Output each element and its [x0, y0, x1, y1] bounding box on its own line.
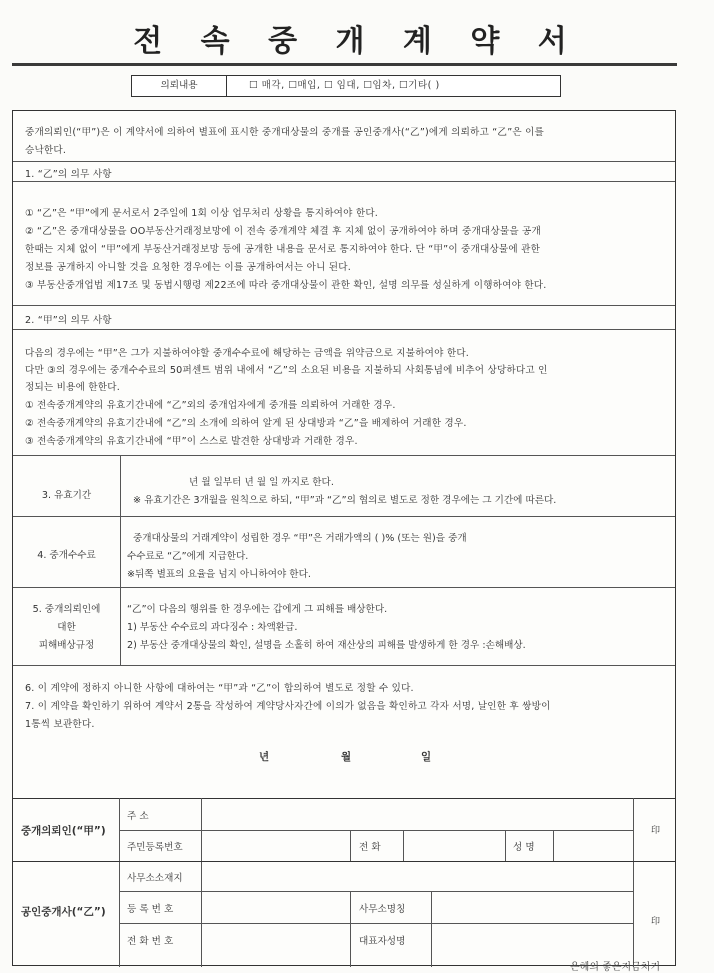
clause-6: 6. 이 계약에 정하지 아니한 사항에 대하여는 “甲”과 “乙”이 합의하여 별도로 정할 수 있다.: [25, 683, 414, 694]
client-address-label: 주 소: [127, 811, 149, 822]
section2-line: ① 전속중개계약의 유효기간내에 “乙”외의 중개업자에게 중개를 의뢰하여 거래한 경우.: [25, 400, 396, 411]
section2-line: 다만 ③의 경우에는 중개수수료의 50퍼센트 범위 내에서 “乙”의 소요된 비용을 지불하되 사회통념에 비추어 상당하다고 인: [25, 365, 548, 376]
title-rule: [12, 63, 677, 66]
section1-line: ③ 부동산중개업법 제17조 및 동법시행령 제22조에 따라 중개대상물이 관한 확인, 설명 의무를 성실하게 이행하여야 한다.: [25, 280, 547, 291]
section2-line: ② 전속중개계약의 유효기간내에 “乙”의 소개에 의하여 알게 된 상대방과 “乙”을 배제하여 거래한 경우.: [25, 418, 467, 429]
broker-label: 공인중개사(“乙”): [21, 906, 106, 918]
client-address-field[interactable]: [209, 805, 627, 825]
divider: [13, 516, 675, 517]
commission-label: 4. 중개수수료: [37, 550, 96, 561]
damage-line: 1) 부동산 수수료의 과다징수 : 차액환급.: [127, 622, 298, 633]
damage-label-1: 5. 중개의뢰인에: [32, 604, 101, 615]
date-month[interactable]: 월: [341, 751, 352, 763]
section1-line: 정보를 공개하지 아니할 것을 요청한 경우에는 이를 공개하여서는 아니 된다.: [25, 262, 351, 273]
divider: [119, 891, 633, 892]
intro-line-2: 승낙한다.: [25, 145, 67, 156]
damage-line: “乙”이 다음의 행위를 한 경우에는 갑에게 그 피해를 배상한다.: [127, 604, 388, 615]
section2-line: 정되는 비용에 한한다.: [25, 382, 120, 393]
divider: [13, 329, 675, 330]
commission-line[interactable]: 중개대상물의 거래계약이 성립한 경우 “甲”은 거래가액의 ( )% (또는 원)을 중개: [133, 533, 467, 544]
request-type-box: [131, 75, 561, 97]
footer-watermark: 은혜의 좋은지금처기: [570, 962, 661, 973]
section2-heading: 2. “甲”의 의무 사항: [25, 315, 112, 326]
clause-7-cont: 1통씩 보관한다.: [25, 719, 95, 730]
client-phone-label: 전 화: [359, 842, 381, 853]
request-type-options[interactable]: ☐ 매각, ☐매입, ☐ 임대, ☐임차, ☐기타( ): [249, 80, 440, 91]
divider: [13, 305, 675, 306]
validity-note: ※ 유효기간은 3개월을 원칙으로 하되, “甲”과 “乙”의 협의로 별도로 정한 경우에는 그 기간에 따른다.: [133, 495, 557, 506]
client-id-label: 주민등록번호: [127, 842, 183, 853]
signature-col: [633, 798, 634, 967]
section1-line: ② “乙”은 중개대상물을 OO부동산거래정보망에 이 전속 중개계약 체결 후 지체 없이 공개하여야 하며 중개대상물을 공개: [25, 226, 541, 237]
section1-line: ① “乙”은 “甲”에게 문서로서 2주일에 1회 이상 업무처리 상황을 통지하여야 한다.: [25, 208, 379, 219]
section1-heading: 1. “乙”의 의무 사항: [25, 169, 112, 180]
document-title: 전 속 중 개 계 약 서: [133, 24, 581, 59]
validity-period-line[interactable]: 년 월 일부터 년 월 일 까지로 한다.: [189, 477, 334, 488]
signature-col: [201, 798, 202, 967]
date-year[interactable]: 년: [259, 751, 270, 763]
commission-note: ※뒤쪽 별표의 요율을 넘지 아니하여야 한다.: [127, 569, 311, 580]
divider: [13, 861, 675, 862]
clause-7: 7. 이 계약을 확인하기 위하여 계약서 2통을 작성하여 계약당사자간에 이의가 없음을 확인하고 각자 서명, 날인한 후 쌍방이: [25, 701, 551, 712]
broker-office-name-label: 사무소명칭: [359, 904, 406, 915]
broker-registration-label: 등 록 번 호: [127, 904, 174, 915]
signature-col: [119, 798, 120, 967]
broker-phone-label: 전 화 번 호: [127, 936, 174, 947]
section1-line: 한때는 지체 없이 “甲”에게 부동산거래정보망 등에 공개한 내용을 문서로 통지하여야 한다. 단 “甲”이 중개대상물에 관한: [25, 244, 541, 255]
request-type-label: 의뢰내용: [132, 76, 227, 96]
divider: [13, 455, 675, 456]
damage-line: 2) 부동산 중개대상물의 확인, 설명을 소홀히 하여 재산상의 피해를 발생하게 한 경우 :손해배상.: [127, 640, 526, 651]
divider: [13, 587, 675, 588]
intro-line-1: 중개의뢰인(“甲”)은 이 계약서에 의하여 별표에 표시한 중개대상물의 중개를 공인중개사(“乙”)에게 의뢰하고 “乙”은 이를: [25, 127, 545, 138]
date-day[interactable]: 일: [421, 751, 432, 763]
signature-col: [505, 830, 506, 861]
broker-representative-label: 대표자성명: [359, 936, 406, 947]
damage-label-2: 대한: [57, 622, 76, 633]
signature-col: [553, 830, 554, 861]
section2-line: ③ 전속중개계약의 유효기간내에 “甲”이 스스로 발견한 상대방과 거래한 경우.: [25, 436, 358, 447]
signature-col: [350, 830, 351, 861]
divider: [13, 181, 675, 182]
signature-col: [431, 891, 432, 967]
client-name-label: 성 명: [513, 842, 535, 853]
divider: [119, 830, 633, 831]
signature-col: [403, 830, 404, 861]
signature-top-rule: [13, 798, 675, 799]
signature-col: [350, 891, 351, 967]
client-seal[interactable]: 印: [651, 826, 661, 836]
validity-label: 3. 유효기간: [41, 490, 92, 501]
divider: [13, 161, 675, 162]
broker-seal[interactable]: 印: [651, 917, 661, 927]
label-column-divider: [120, 455, 121, 665]
damage-label-3: 피해배상규정: [38, 640, 95, 651]
contract-body: [12, 110, 676, 966]
commission-line: 수수료로 “乙”에게 지급한다.: [127, 551, 249, 562]
client-label: 중개의뢰인(“甲”): [21, 825, 106, 837]
section2-line: 다음의 경우에는 “甲”은 그가 지불하여야할 중개수수료에 해당하는 금액을 위약금으로 지불하여야 한다.: [25, 348, 470, 359]
divider: [13, 665, 675, 666]
broker-office-address-label: 사무소소재지: [127, 873, 183, 884]
divider: [119, 923, 633, 924]
